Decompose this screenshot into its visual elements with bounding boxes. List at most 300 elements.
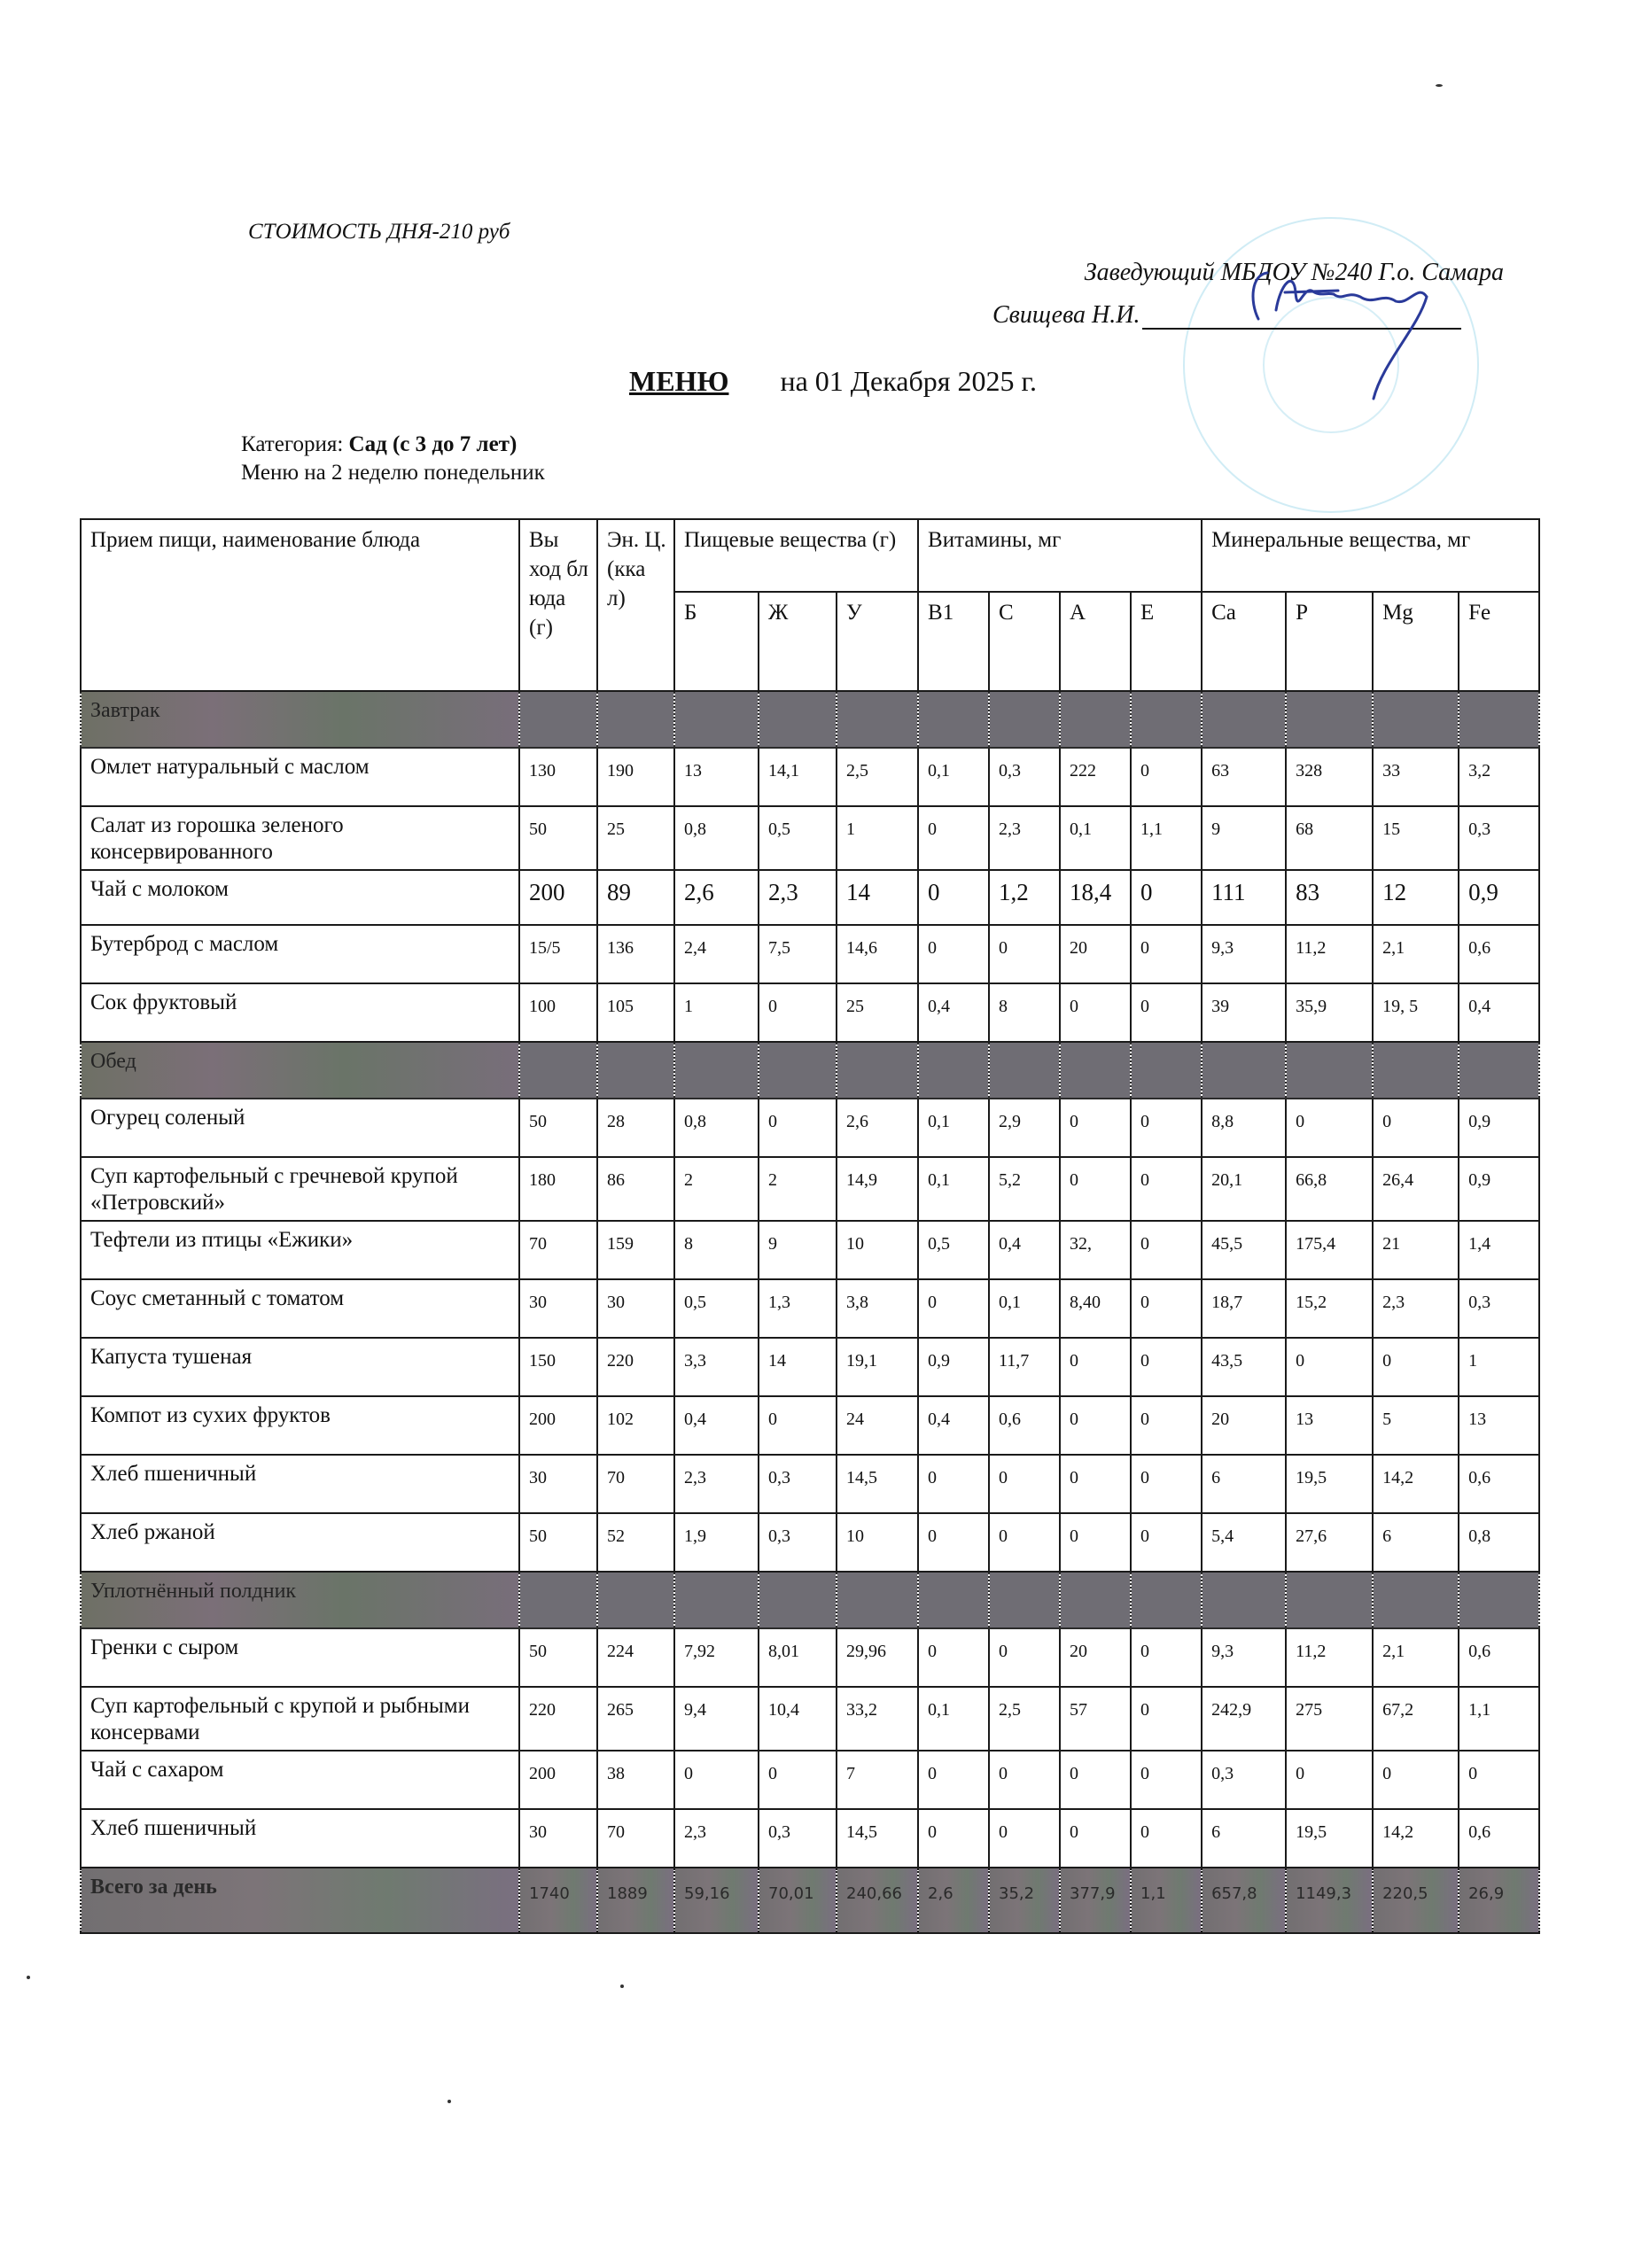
section-empty-cell	[674, 691, 759, 748]
table-row	[81, 1687, 1539, 1751]
section-empty-cell	[1373, 691, 1459, 748]
table-row	[81, 1099, 1539, 1157]
value-cell: 10,4	[759, 1687, 837, 1751]
value-cell: 0	[989, 1809, 1060, 1868]
value-cell: 150	[519, 1338, 597, 1396]
value-cell: 0	[989, 1513, 1060, 1572]
value-cell: 7	[837, 1751, 918, 1809]
value-cell: 20,1	[1202, 1157, 1286, 1221]
value-cell: 18,7	[1202, 1279, 1286, 1338]
table-row	[81, 1221, 1539, 1279]
table-row	[81, 748, 1539, 806]
value-cell: 0	[1131, 1628, 1202, 1687]
dish-name: Суп картофельный с гречневой крупой «Петровский»	[81, 1157, 519, 1221]
scan-speck	[620, 1984, 624, 1988]
value-cell: 1,4	[1459, 1221, 1539, 1279]
table-row	[81, 1338, 1539, 1396]
value-cell: 19,5	[1286, 1455, 1373, 1513]
value-cell: 0,1	[918, 1099, 989, 1157]
value-cell: 0	[759, 1396, 837, 1455]
value-cell: 0,9	[918, 1338, 989, 1396]
value-cell: 0,4	[918, 1396, 989, 1455]
value-cell: 0	[759, 1751, 837, 1809]
value-cell: 2,1	[1373, 925, 1459, 983]
value-cell: 0,4	[1459, 983, 1539, 1042]
total-value-cell: 26,9	[1459, 1868, 1539, 1933]
value-cell: 0,6	[1459, 925, 1539, 983]
value-cell: 13	[674, 748, 759, 806]
value-cell: 0	[918, 1628, 989, 1687]
value-cell: 43,5	[1202, 1338, 1286, 1396]
value-cell: 1,1	[1131, 806, 1202, 870]
table-row	[81, 870, 1539, 925]
value-cell: 0	[1060, 1338, 1131, 1396]
value-cell: 3,8	[837, 1279, 918, 1338]
value-cell: 89	[597, 870, 674, 925]
value-cell: 8,40	[1060, 1279, 1131, 1338]
dish-name: Компот из сухих фруктов	[81, 1396, 519, 1455]
value-cell: 0	[989, 1455, 1060, 1513]
dish-name: Хлеб ржаной	[81, 1513, 519, 1572]
section-empty-cell	[519, 1042, 597, 1099]
table-row	[81, 1809, 1539, 1868]
value-cell: 13	[1286, 1396, 1373, 1455]
value-cell: 0,6	[1459, 1628, 1539, 1687]
value-cell: 6	[1202, 1809, 1286, 1868]
value-cell: 3,2	[1459, 748, 1539, 806]
value-cell: 105	[597, 983, 674, 1042]
value-cell: 0	[674, 1751, 759, 1809]
section-empty-cell	[1131, 691, 1202, 748]
value-cell: 190	[597, 748, 674, 806]
value-cell: 2,5	[837, 748, 918, 806]
signature-icon	[1241, 266, 1453, 408]
dish-name: Салат из горошка зеленого консервированного	[81, 806, 519, 870]
category-value: Сад (с 3 до 7 лет)	[348, 432, 518, 456]
value-cell: 0	[989, 925, 1060, 983]
value-cell: 0,3	[989, 748, 1060, 806]
section-empty-cell	[1373, 1572, 1459, 1628]
header-dish: Прием пищи, наименование блюда	[81, 519, 519, 691]
value-cell: 0,3	[1202, 1751, 1286, 1809]
value-cell: 3,3	[674, 1338, 759, 1396]
value-cell: 9	[1202, 806, 1286, 870]
value-cell: 2,3	[1373, 1279, 1459, 1338]
value-cell: 222	[1060, 748, 1131, 806]
total-value-cell: 35,2	[989, 1868, 1060, 1933]
value-cell: 100	[519, 983, 597, 1042]
section-row	[81, 1042, 1539, 1099]
section-empty-cell	[1459, 1572, 1539, 1628]
value-cell: 13	[1459, 1396, 1539, 1455]
value-cell: 0,3	[1459, 1279, 1539, 1338]
header-sub-7: Ca	[1202, 592, 1286, 691]
value-cell: 15	[1373, 806, 1459, 870]
total-value-cell: 1149,3	[1286, 1868, 1373, 1933]
value-cell: 0	[759, 1099, 837, 1157]
section-empty-cell	[1060, 1572, 1131, 1628]
scan-speck	[27, 1976, 30, 1979]
value-cell: 0	[1373, 1099, 1459, 1157]
table-row	[81, 1157, 1539, 1221]
value-cell: 70	[597, 1455, 674, 1513]
value-cell: 0,6	[1459, 1455, 1539, 1513]
value-cell: 18,4	[1060, 870, 1131, 925]
value-cell: 0	[1060, 983, 1131, 1042]
section-empty-cell	[597, 691, 674, 748]
value-cell: 0	[1373, 1338, 1459, 1396]
value-cell: 45,5	[1202, 1221, 1286, 1279]
value-cell: 0,3	[1459, 806, 1539, 870]
value-cell: 0	[1060, 1396, 1131, 1455]
value-cell: 0	[1131, 748, 1202, 806]
section-empty-cell	[837, 1572, 918, 1628]
section-empty-cell	[1459, 691, 1539, 748]
value-cell: 2,6	[674, 870, 759, 925]
value-cell: 8	[989, 983, 1060, 1042]
section-empty-cell	[989, 1042, 1060, 1099]
value-cell: 136	[597, 925, 674, 983]
section-empty-cell	[1459, 1042, 1539, 1099]
value-cell: 0	[1131, 1157, 1202, 1221]
section-empty-cell	[597, 1042, 674, 1099]
value-cell: 20	[1060, 1628, 1131, 1687]
value-cell: 0	[1286, 1099, 1373, 1157]
section-empty-cell	[674, 1042, 759, 1099]
value-cell: 2,3	[989, 806, 1060, 870]
dish-name: Хлеб пшеничный	[81, 1809, 519, 1868]
value-cell: 14,2	[1373, 1455, 1459, 1513]
value-cell: 50	[519, 1628, 597, 1687]
total-value-cell: 1889	[597, 1868, 674, 1933]
value-cell: 220	[597, 1338, 674, 1396]
section-title: Завтрак	[81, 691, 519, 748]
value-cell: 0,5	[759, 806, 837, 870]
section-empty-cell	[1131, 1572, 1202, 1628]
value-cell: 10	[837, 1513, 918, 1572]
value-cell: 29,96	[837, 1628, 918, 1687]
value-cell: 1,3	[759, 1279, 837, 1338]
dish-name: Гренки с сыром	[81, 1628, 519, 1687]
value-cell: 0,8	[674, 806, 759, 870]
value-cell: 0,4	[989, 1221, 1060, 1279]
value-cell: 159	[597, 1221, 674, 1279]
value-cell: 0,4	[674, 1396, 759, 1455]
value-cell: 2,3	[759, 870, 837, 925]
value-cell: 9,3	[1202, 1628, 1286, 1687]
section-empty-cell	[597, 1572, 674, 1628]
section-empty-cell	[1286, 1572, 1373, 1628]
value-cell: 0	[1286, 1751, 1373, 1809]
header-nutrients: Пищевые вещества (г)	[674, 519, 918, 592]
approver-name: Свищева Н.И.	[992, 301, 1140, 329]
section-empty-cell	[837, 691, 918, 748]
value-cell: 0	[1286, 1338, 1373, 1396]
value-cell: 0	[1131, 1809, 1202, 1868]
value-cell: 0,9	[1459, 870, 1539, 925]
value-cell: 0	[1459, 1751, 1539, 1809]
value-cell: 0,3	[759, 1809, 837, 1868]
value-cell: 200	[519, 870, 597, 925]
table-row	[81, 1513, 1539, 1572]
value-cell: 328	[1286, 748, 1373, 806]
table-row	[81, 1628, 1539, 1687]
value-cell: 0	[918, 870, 989, 925]
dish-name: Соус сметанный с томатом	[81, 1279, 519, 1338]
header-yield: Вы ход бл юда (г)	[519, 519, 597, 691]
value-cell: 102	[597, 1396, 674, 1455]
header-vitamins: Витамины, мг	[918, 519, 1202, 592]
total-value-cell: 1740	[519, 1868, 597, 1933]
value-cell: 19,1	[837, 1338, 918, 1396]
value-cell: 67,2	[1373, 1687, 1459, 1751]
dish-name: Хлеб пшеничный	[81, 1455, 519, 1513]
value-cell: 19,5	[1286, 1809, 1373, 1868]
value-cell: 39	[1202, 983, 1286, 1042]
section-empty-cell	[918, 1572, 989, 1628]
value-cell: 0,4	[918, 983, 989, 1042]
value-cell: 30	[519, 1809, 597, 1868]
header-energy: Эн. Ц. (кка л)	[597, 519, 674, 691]
dish-name: Капуста тушеная	[81, 1338, 519, 1396]
total-value-cell: 59,16	[674, 1868, 759, 1933]
value-cell: 35,9	[1286, 983, 1373, 1042]
value-cell: 12	[1373, 870, 1459, 925]
value-cell: 2,9	[989, 1099, 1060, 1157]
value-cell: 5,2	[989, 1157, 1060, 1221]
value-cell: 5	[1373, 1396, 1459, 1455]
value-cell: 0	[1060, 1157, 1131, 1221]
value-cell: 24	[837, 1396, 918, 1455]
value-cell: 0,5	[918, 1221, 989, 1279]
value-cell: 0	[1131, 1396, 1202, 1455]
value-cell: 0,6	[989, 1396, 1060, 1455]
value-cell: 180	[519, 1157, 597, 1221]
value-cell: 0	[1131, 1513, 1202, 1572]
value-cell: 30	[597, 1279, 674, 1338]
dish-name: Суп картофельный с крупой и рыбными консервами	[81, 1687, 519, 1751]
document-title	[629, 365, 1037, 398]
value-cell: 6	[1202, 1455, 1286, 1513]
value-cell: 1	[837, 806, 918, 870]
section-empty-cell	[1202, 691, 1286, 748]
value-cell: 7,5	[759, 925, 837, 983]
value-cell: 57	[1060, 1687, 1131, 1751]
value-cell: 0	[1131, 1455, 1202, 1513]
value-cell: 11,2	[1286, 925, 1373, 983]
value-cell: 0	[1131, 1687, 1202, 1751]
header-sub-4: C	[989, 592, 1060, 691]
header-sub-6: E	[1131, 592, 1202, 691]
value-cell: 50	[519, 1099, 597, 1157]
value-cell: 19, 5	[1373, 983, 1459, 1042]
value-cell: 0,8	[674, 1099, 759, 1157]
value-cell: 0	[1060, 1751, 1131, 1809]
section-empty-cell	[519, 691, 597, 748]
section-row	[81, 1572, 1539, 1628]
table-row	[81, 1396, 1539, 1455]
section-empty-cell	[1286, 1042, 1373, 1099]
value-cell: 175,4	[1286, 1221, 1373, 1279]
value-cell: 220	[519, 1687, 597, 1751]
total-value-cell: 377,9	[1060, 1868, 1131, 1933]
total-value-cell: 657,8	[1202, 1868, 1286, 1933]
header-sub-8: P	[1286, 592, 1373, 691]
value-cell: 1,9	[674, 1513, 759, 1572]
section-empty-cell	[1131, 1042, 1202, 1099]
value-cell: 20	[1202, 1396, 1286, 1455]
value-cell: 70	[519, 1221, 597, 1279]
value-cell: 14,5	[837, 1809, 918, 1868]
value-cell: 5,4	[1202, 1513, 1286, 1572]
table-row	[81, 925, 1539, 983]
value-cell: 0	[1131, 1221, 1202, 1279]
header-sub-10: Fe	[1459, 592, 1539, 691]
value-cell: 0	[918, 1513, 989, 1572]
value-cell: 8,8	[1202, 1099, 1286, 1157]
value-cell: 0	[989, 1751, 1060, 1809]
section-empty-cell	[989, 1572, 1060, 1628]
value-cell: 0	[1373, 1751, 1459, 1809]
value-cell: 33,2	[837, 1687, 918, 1751]
header-sub-3: B1	[918, 592, 989, 691]
section-empty-cell	[989, 691, 1060, 748]
value-cell: 14,2	[1373, 1809, 1459, 1868]
value-cell: 6	[1373, 1513, 1459, 1572]
header-minerals: Минеральные вещества, мг	[1202, 519, 1539, 592]
table-row	[81, 983, 1539, 1042]
total-value-cell: 240,66	[837, 1868, 918, 1933]
value-cell: 27,6	[1286, 1513, 1373, 1572]
value-cell: 0	[1131, 983, 1202, 1042]
section-empty-cell	[1060, 691, 1131, 748]
header-sub-9: Mg	[1373, 592, 1459, 691]
table-body	[81, 691, 1539, 1933]
value-cell: 38	[597, 1751, 674, 1809]
total-label: Всего за день	[81, 1868, 519, 1933]
value-cell: 0,3	[759, 1513, 837, 1572]
category	[241, 432, 517, 457]
total-row	[81, 1868, 1539, 1933]
table-row	[81, 1455, 1539, 1513]
section-title: Обед	[81, 1042, 519, 1099]
value-cell: 275	[1286, 1687, 1373, 1751]
section-empty-cell	[1060, 1042, 1131, 1099]
value-cell: 83	[1286, 870, 1373, 925]
value-cell: 0	[1131, 925, 1202, 983]
value-cell: 0	[918, 925, 989, 983]
dish-name: Тефтели из птицы «Ежики»	[81, 1221, 519, 1279]
header-row-main	[81, 519, 1539, 592]
value-cell: 66,8	[1286, 1157, 1373, 1221]
dish-name: Омлет натуральный с маслом	[81, 748, 519, 806]
value-cell: 25	[597, 806, 674, 870]
value-cell: 10	[837, 1221, 918, 1279]
value-cell: 0	[1131, 1338, 1202, 1396]
value-cell: 2	[759, 1157, 837, 1221]
category-label: Категория:	[241, 432, 349, 456]
value-cell: 8,01	[759, 1628, 837, 1687]
value-cell: 8	[674, 1221, 759, 1279]
value-cell: 0	[1060, 1809, 1131, 1868]
value-cell: 50	[519, 1513, 597, 1572]
dish-name: Чай с сахаром	[81, 1751, 519, 1809]
value-cell: 21	[1373, 1221, 1459, 1279]
table-row	[81, 1279, 1539, 1338]
total-value-cell: 2,6	[918, 1868, 989, 1933]
section-empty-cell	[1202, 1042, 1286, 1099]
value-cell: 1	[674, 983, 759, 1042]
value-cell: 11,7	[989, 1338, 1060, 1396]
section-title: Уплотнённый полдник	[81, 1572, 519, 1628]
day-cost: СТОИМОСТЬ ДНЯ-210 руб	[248, 220, 510, 244]
value-cell: 14,5	[837, 1455, 918, 1513]
value-cell: 1	[1459, 1338, 1539, 1396]
value-cell: 26,4	[1373, 1157, 1459, 1221]
value-cell: 0	[918, 1809, 989, 1868]
section-empty-cell	[918, 691, 989, 748]
value-cell: 15/5	[519, 925, 597, 983]
total-value-cell: 1,1	[1131, 1868, 1202, 1933]
value-cell: 2,5	[989, 1687, 1060, 1751]
value-cell: 20	[1060, 925, 1131, 983]
section-empty-cell	[1373, 1042, 1459, 1099]
value-cell: 265	[597, 1687, 674, 1751]
section-empty-cell	[837, 1042, 918, 1099]
value-cell: 70	[597, 1809, 674, 1868]
value-cell: 1,1	[1459, 1687, 1539, 1751]
header-sub-5: A	[1060, 592, 1131, 691]
section-row	[81, 691, 1539, 748]
value-cell: 0,5	[674, 1279, 759, 1338]
table-row	[81, 1751, 1539, 1809]
table-row	[81, 806, 1539, 870]
section-empty-cell	[759, 1572, 837, 1628]
scan-speck	[1436, 84, 1443, 87]
value-cell: 1,2	[989, 870, 1060, 925]
nutrition-table	[80, 518, 1540, 1934]
value-cell: 130	[519, 748, 597, 806]
approver-title: Заведующий МБДОУ №240 Г.о. Самара	[1084, 259, 1504, 286]
scan-speck	[448, 2100, 451, 2103]
value-cell: 242,9	[1202, 1687, 1286, 1751]
section-empty-cell	[1202, 1572, 1286, 1628]
value-cell: 2,4	[674, 925, 759, 983]
value-cell: 0,1	[1060, 806, 1131, 870]
total-value-cell: 70,01	[759, 1868, 837, 1933]
value-cell: 14,9	[837, 1157, 918, 1221]
section-empty-cell	[759, 1042, 837, 1099]
value-cell: 9,4	[674, 1687, 759, 1751]
value-cell: 2,6	[837, 1099, 918, 1157]
value-cell: 0	[1060, 1513, 1131, 1572]
value-cell: 0,9	[1459, 1157, 1539, 1221]
section-empty-cell	[519, 1572, 597, 1628]
value-cell: 30	[519, 1455, 597, 1513]
value-cell: 0	[1131, 1279, 1202, 1338]
value-cell: 0	[918, 1279, 989, 1338]
value-cell: 0	[1131, 1099, 1202, 1157]
header-sub-1: Ж	[759, 592, 837, 691]
section-empty-cell	[918, 1042, 989, 1099]
total-value-cell: 220,5	[1373, 1868, 1459, 1933]
section-empty-cell	[759, 691, 837, 748]
dish-name: Бутерброд с маслом	[81, 925, 519, 983]
value-cell: 86	[597, 1157, 674, 1221]
value-cell: 0	[918, 1751, 989, 1809]
value-cell: 0,8	[1459, 1513, 1539, 1572]
value-cell: 224	[597, 1628, 674, 1687]
